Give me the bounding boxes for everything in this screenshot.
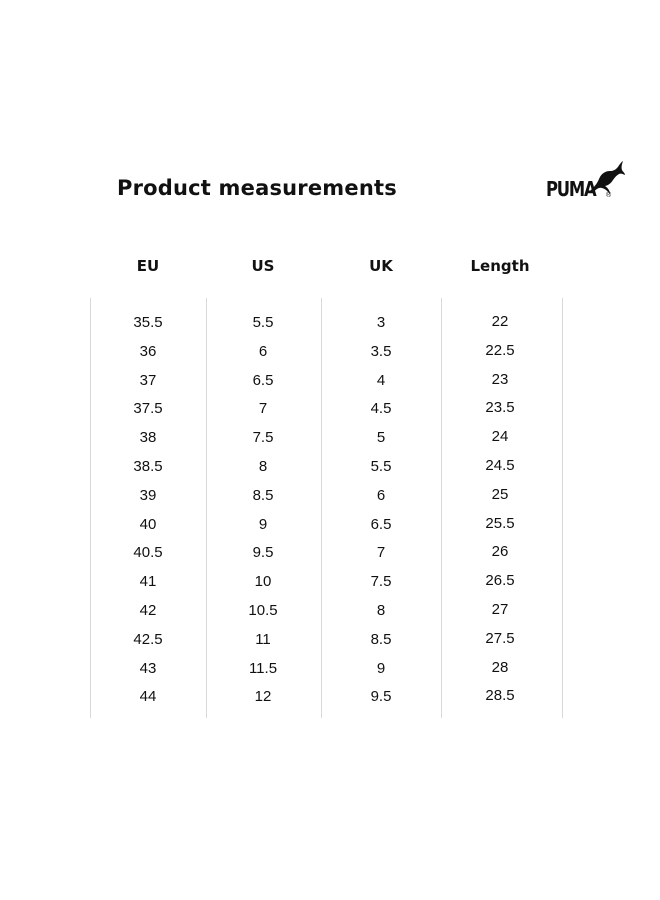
table-divider (321, 298, 322, 718)
page-title: Product measurements (117, 176, 397, 200)
column-length (445, 312, 555, 715)
uk-size-cell: 3.5 (370, 342, 392, 360)
us-size-cell: 9 (258, 515, 268, 533)
column-us (208, 313, 318, 716)
table-divider (441, 298, 442, 718)
us-size-cell: 12 (254, 688, 272, 706)
eu-size-cell: 42.5 (133, 630, 163, 648)
eu-size-cell: 44 (139, 688, 157, 706)
uk-size-cell: 4 (376, 371, 386, 389)
table-divider (206, 298, 207, 718)
uk-size-cell: 9 (376, 659, 386, 677)
eu-size-cell: 40.5 (133, 544, 163, 562)
eu-size-cell: 39 (139, 486, 157, 504)
length-cell: 23 (491, 370, 509, 388)
column-header-eu: EU (136, 257, 160, 275)
length-cell: 26 (491, 543, 509, 561)
us-size-cell: 7 (258, 400, 268, 418)
length-cell: 24 (491, 428, 509, 446)
length-cell: 23.5 (485, 399, 515, 417)
uk-size-cell: 8.5 (370, 630, 392, 648)
uk-size-cell: 6 (376, 486, 386, 504)
uk-size-cell: 5 (376, 429, 386, 447)
us-size-cell: 6 (258, 342, 268, 360)
eu-size-cell: 40 (139, 515, 157, 533)
us-size-cell: 9.5 (252, 544, 274, 562)
eu-size-cell: 35.5 (133, 314, 163, 331)
us-size-cell: 10.5 (248, 601, 278, 619)
eu-size-cell: 38.5 (133, 457, 163, 475)
length-cell: 22.5 (485, 341, 515, 359)
registered-mark: ® (606, 192, 612, 199)
us-size-cell: 8 (258, 457, 268, 475)
eu-size-cell: 37.5 (133, 400, 163, 418)
us-size-cell: 11.5 (248, 659, 278, 677)
us-size-cell: 10 (254, 573, 272, 591)
eu-size-cell: 43 (139, 659, 157, 677)
us-size-cell: 7.5 (252, 429, 274, 447)
us-size-cell: 8.5 (252, 486, 274, 504)
uk-size-cell: 6.5 (370, 515, 392, 533)
brand-wordmark: PUMA (546, 177, 596, 201)
column-uk (326, 313, 436, 716)
eu-size-cell: 41 (139, 573, 157, 591)
length-cell: 28 (491, 658, 509, 676)
table-divider (562, 298, 563, 718)
eu-size-cell: 42 (139, 601, 157, 619)
uk-size-cell: 7.5 (370, 573, 392, 591)
uk-size-cell: 7 (376, 544, 386, 562)
length-cell: 28.5 (485, 687, 515, 705)
uk-size-cell: 3 (376, 314, 386, 331)
brand-logo (544, 160, 626, 204)
column-header-uk: UK (369, 257, 393, 275)
uk-size-cell: 8 (376, 601, 386, 619)
column-header-us: US (251, 257, 275, 275)
length-cell: 25.5 (485, 514, 515, 532)
length-cell: 24.5 (485, 456, 515, 474)
length-cell: 27.5 (485, 629, 515, 647)
column-header-length: Length (470, 257, 530, 275)
us-size-cell: 11 (255, 630, 271, 648)
eu-size-cell: 36 (139, 342, 157, 360)
us-size-cell: 6.5 (252, 371, 274, 389)
eu-size-cell: 38 (139, 429, 157, 447)
uk-size-cell: 4.5 (370, 400, 392, 418)
us-size-cell: 5.5 (252, 314, 274, 331)
column-eu (93, 313, 203, 716)
length-cell: 25 (491, 485, 509, 503)
puma-cat-logo-icon (588, 160, 626, 196)
length-cell: 27 (491, 600, 509, 618)
length-cell: 26.5 (485, 572, 515, 590)
table-divider (90, 298, 91, 718)
length-cell: 22 (491, 313, 509, 330)
uk-size-cell: 5.5 (370, 457, 392, 475)
eu-size-cell: 37 (139, 371, 157, 389)
uk-size-cell: 9.5 (370, 688, 392, 706)
